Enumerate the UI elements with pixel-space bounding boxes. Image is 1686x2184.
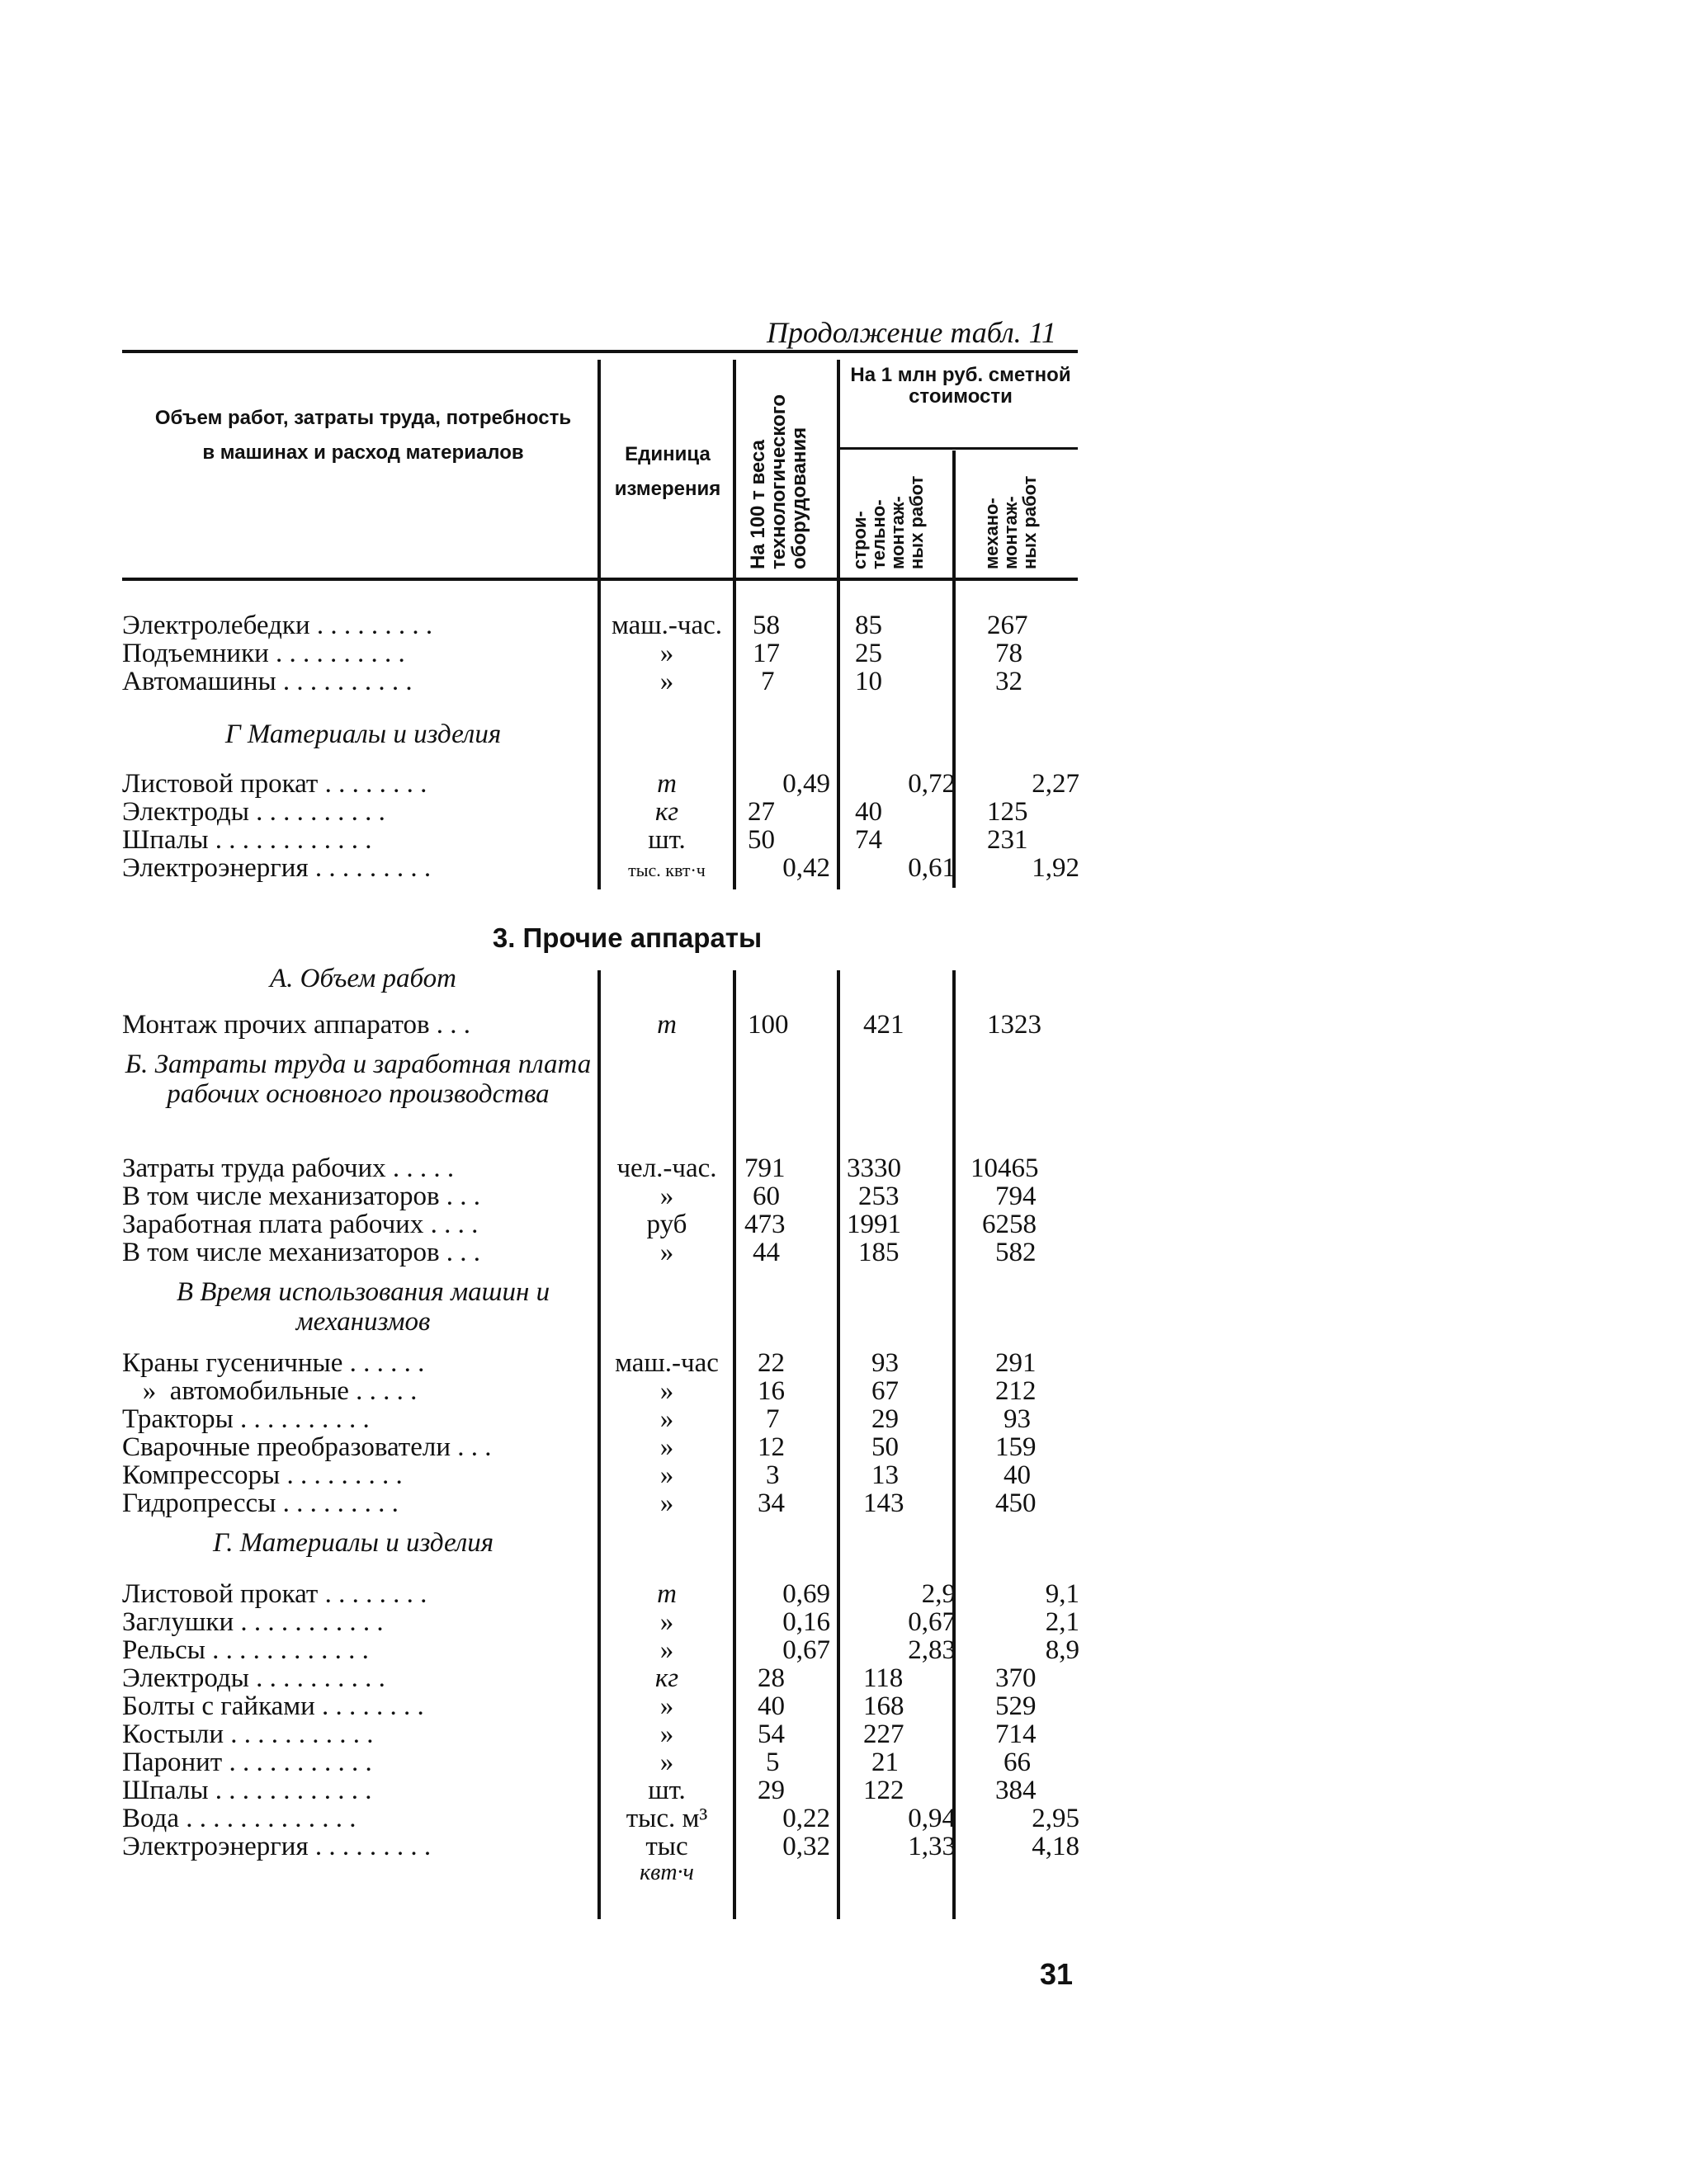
- table-row: [0, 1832, 1686, 1860]
- header-unit: Единица измерения: [614, 443, 721, 500]
- row-unit: тыс. м³: [626, 1804, 708, 1833]
- row-name: Шпалы . . . . . . . . . . . .: [122, 1776, 372, 1805]
- row-value-mech: 1,92: [1032, 853, 1079, 883]
- row-value-build: 29: [871, 1404, 899, 1434]
- row-unit: »: [659, 1404, 674, 1434]
- header-name: Объем работ, затраты труда, потребность в машинах и расход материалов: [154, 407, 572, 464]
- row-value-per100: 473: [744, 1210, 786, 1239]
- row-value-build: 93: [871, 1348, 899, 1378]
- row-value-mech: 2,27: [1032, 769, 1079, 799]
- row-unit: »: [659, 1182, 674, 1211]
- row-unit: т: [657, 769, 677, 799]
- table-row: [0, 797, 1686, 825]
- row-unit: т: [657, 1579, 677, 1609]
- row-value-per100: 58: [753, 611, 780, 640]
- row-value-per100: 27: [748, 797, 775, 827]
- row-value-mech: 125: [987, 797, 1028, 827]
- row-value-per100: 100: [748, 1010, 789, 1040]
- row-value-build: 421: [863, 1010, 904, 1040]
- table-caption: Продолжение табл. 11: [766, 316, 1056, 349]
- table-row: [0, 1719, 1686, 1748]
- row-value-build: 253: [858, 1182, 900, 1211]
- table-row: [0, 1488, 1686, 1517]
- row-value-per100: 0,42: [782, 853, 830, 883]
- row-value-per100: 50: [748, 825, 775, 855]
- row-value-build: 21: [871, 1748, 899, 1777]
- row-name: Электроэнергия . . . . . . . . .: [122, 853, 432, 883]
- row-name: Подъемники . . . . . . . . . .: [122, 639, 405, 668]
- row-value-mech: 2,1: [1045, 1607, 1079, 1637]
- header-build: строи- тельно- монтаж- ных работ: [849, 475, 928, 569]
- row-value-build: 0,72: [908, 769, 956, 799]
- row-value-per100: 40: [758, 1691, 785, 1721]
- row-name: В том числе механизаторов . . .: [122, 1238, 481, 1267]
- table-row: [0, 1238, 1686, 1266]
- row-value-per100: 28: [758, 1663, 785, 1693]
- row-value-mech: 93: [1004, 1404, 1031, 1434]
- row-value-mech: 1323: [987, 1010, 1041, 1040]
- row-name: Электроды . . . . . . . . . .: [122, 1663, 385, 1693]
- row-name: Листовой прокат . . . . . . . .: [122, 769, 427, 799]
- section-heading: В Время использования машин и механизмов: [176, 1277, 550, 1337]
- row-unit: »: [659, 1635, 674, 1665]
- row-unit: »: [659, 1376, 674, 1406]
- row-value-mech: 10465: [971, 1153, 1039, 1183]
- row-unit: »: [659, 1607, 674, 1637]
- row-value-mech: 384: [995, 1776, 1037, 1805]
- row-value-per100: 16: [758, 1376, 785, 1406]
- table-row: [0, 1635, 1686, 1663]
- row-value-per100: 34: [758, 1488, 785, 1518]
- row-unit: чел.-час.: [616, 1153, 717, 1183]
- table-row: [0, 611, 1686, 639]
- row-value-mech: 2,95: [1032, 1804, 1079, 1833]
- row-name: Костыли . . . . . . . . . . .: [122, 1719, 374, 1749]
- row-value-per100: 44: [753, 1238, 780, 1267]
- table-row: [0, 1579, 1686, 1607]
- row-value-mech: 529: [995, 1691, 1037, 1721]
- row-unit: »: [659, 667, 674, 696]
- row-unit: »: [659, 1488, 674, 1518]
- table-row: [0, 769, 1686, 797]
- row-name: В том числе механизаторов . . .: [122, 1182, 481, 1211]
- row-unit: руб: [646, 1210, 687, 1239]
- row-unit: кг: [654, 1663, 679, 1693]
- row-unit: маш.-час.: [611, 611, 723, 640]
- section-heading: Г Материалы и изделия: [224, 719, 502, 749]
- row-value-per100: 0,22: [782, 1804, 830, 1833]
- table-row: [0, 1748, 1686, 1776]
- page-number: 31: [1039, 1957, 1073, 1991]
- row-unit: тыс: [645, 1832, 688, 1861]
- row-value-build: 168: [863, 1691, 904, 1721]
- row-value-per100: 0,16: [782, 1607, 830, 1637]
- row-value-per100: 0,32: [782, 1832, 830, 1861]
- row-unit: »: [659, 1238, 674, 1267]
- row-value-build: 118: [863, 1663, 904, 1693]
- row-unit: тыс. квт·ч: [628, 860, 706, 880]
- table-row: [0, 1376, 1686, 1404]
- row-value-build: 74: [855, 825, 882, 855]
- row-value-per100: 60: [753, 1182, 780, 1211]
- row-value-build: 185: [858, 1238, 900, 1267]
- row-value-mech: 40: [1004, 1460, 1031, 1490]
- row-value-per100: 791: [744, 1153, 786, 1183]
- row-value-per100: 0,69: [782, 1579, 830, 1609]
- row-value-mech: 32: [995, 667, 1022, 696]
- row-name: Электроэнергия . . . . . . . . .: [122, 1832, 432, 1861]
- row-value-mech: 78: [995, 639, 1022, 668]
- table-row: [0, 1404, 1686, 1432]
- row-value-per100: 29: [758, 1776, 785, 1805]
- row-value-mech: 231: [987, 825, 1028, 855]
- row-name: Вода . . . . . . . . . . . . .: [122, 1804, 357, 1833]
- table-row: [0, 825, 1686, 853]
- row-name: Паронит . . . . . . . . . . .: [122, 1748, 372, 1777]
- section-heading: А. Объем работ: [269, 964, 457, 993]
- row-unit: »: [659, 639, 674, 668]
- row-value-mech: 66: [1004, 1748, 1031, 1777]
- row-name: Рельсы . . . . . . . . . . . .: [122, 1635, 369, 1665]
- row-name: Монтаж прочих аппаратов . . .: [122, 1010, 471, 1040]
- row-unit: кг: [654, 797, 679, 827]
- table-row: [0, 1860, 1686, 1888]
- row-value-mech: 4,18: [1032, 1832, 1079, 1861]
- row-name: » автомобильные . . . . .: [122, 1376, 418, 1406]
- row-value-build: 25: [855, 639, 882, 668]
- table-row: [0, 1010, 1686, 1038]
- row-value-mech: 450: [995, 1488, 1037, 1518]
- row-value-build: 122: [863, 1776, 904, 1805]
- table-row: [0, 667, 1686, 695]
- row-name: Заработная плата рабочих . . . .: [122, 1210, 479, 1239]
- header-group: На 1 млн руб. сметной стоимости: [850, 364, 1071, 408]
- table-top-rule: [122, 350, 1078, 353]
- table-row: [0, 1663, 1686, 1691]
- row-value-per100: 17: [753, 639, 780, 668]
- table-row: [0, 1607, 1686, 1635]
- section-heading: Г. Материалы и изделия: [212, 1528, 494, 1558]
- header-mech: механо- монтаж- ных работ: [981, 475, 1041, 569]
- row-unit: шт.: [648, 825, 686, 855]
- table-row: [0, 639, 1686, 667]
- table-row: [0, 853, 1686, 881]
- row-unit-continued: квт·ч: [640, 1860, 694, 1885]
- row-value-build: 0,61: [908, 853, 956, 883]
- part3-title: 3. Прочие аппараты: [492, 922, 763, 953]
- row-value-per100: 12: [758, 1432, 785, 1462]
- table-row: [0, 1210, 1686, 1238]
- row-name: Сварочные преобразователи . . .: [122, 1432, 492, 1462]
- row-value-build: 0,67: [908, 1607, 956, 1637]
- row-name: Электролебедки . . . . . . . . .: [122, 611, 433, 640]
- table-row: [0, 1348, 1686, 1376]
- row-value-build: 1991: [847, 1210, 901, 1239]
- row-value-build: 85: [855, 611, 882, 640]
- row-value-build: 2,83: [908, 1635, 956, 1665]
- header-per100: На 100 т веса технологического оборудования: [747, 394, 811, 569]
- row-unit: »: [659, 1691, 674, 1721]
- row-value-mech: 267: [987, 611, 1028, 640]
- row-value-mech: 582: [995, 1238, 1037, 1267]
- row-value-mech: 159: [995, 1432, 1037, 1462]
- row-value-per100: 5: [766, 1748, 780, 1777]
- section-heading: Б. Затраты труда и заработная плата рабочих основного производства: [125, 1050, 592, 1110]
- row-value-mech: 212: [995, 1376, 1037, 1406]
- row-value-build: 10: [855, 667, 882, 696]
- row-value-mech: 714: [995, 1719, 1037, 1749]
- row-value-build: 227: [863, 1719, 904, 1749]
- row-value-per100: 22: [758, 1348, 785, 1378]
- row-unit: »: [659, 1748, 674, 1777]
- table-row: [0, 1182, 1686, 1210]
- row-name: Шпалы . . . . . . . . . . . .: [122, 825, 372, 855]
- row-value-build: 67: [871, 1376, 899, 1406]
- row-unit: т: [657, 1010, 677, 1040]
- row-value-mech: 291: [995, 1348, 1037, 1378]
- row-name: Компрессоры . . . . . . . . .: [122, 1460, 403, 1490]
- row-value-build: 40: [855, 797, 882, 827]
- row-value-per100: 7: [761, 667, 775, 696]
- row-value-mech: 9,1: [1045, 1579, 1079, 1609]
- row-name: Заглушки . . . . . . . . . . .: [122, 1607, 384, 1637]
- row-name: Автомашины . . . . . . . . . .: [122, 667, 413, 696]
- row-value-build: 3330: [847, 1153, 901, 1183]
- row-value-build: 0,94: [908, 1804, 956, 1833]
- row-value-per100: 0,67: [782, 1635, 830, 1665]
- row-name: Болты с гайками . . . . . . . .: [122, 1691, 424, 1721]
- table-row: [0, 1432, 1686, 1460]
- row-value-build: 13: [871, 1460, 899, 1490]
- row-value-per100: 7: [766, 1404, 780, 1434]
- row-name: Тракторы . . . . . . . . . .: [122, 1404, 370, 1434]
- row-unit: »: [659, 1460, 674, 1490]
- row-value-mech: 794: [995, 1182, 1037, 1211]
- table-row: [0, 1804, 1686, 1832]
- row-value-per100: 3: [766, 1460, 780, 1490]
- row-value-build: 2,9: [921, 1579, 956, 1609]
- row-value-per100: 0,49: [782, 769, 830, 799]
- row-value-per100: 54: [758, 1719, 785, 1749]
- table-row: [0, 1153, 1686, 1182]
- row-name: Электроды . . . . . . . . . .: [122, 797, 385, 827]
- row-name: Затраты труда рабочих . . . . .: [122, 1153, 455, 1183]
- row-value-build: 143: [863, 1488, 904, 1518]
- table-row: [0, 1460, 1686, 1488]
- row-name: Листовой прокат . . . . . . . .: [122, 1579, 427, 1609]
- table-row: [0, 1691, 1686, 1719]
- table-row: [0, 1776, 1686, 1804]
- row-value-mech: 8,9: [1045, 1635, 1079, 1665]
- row-value-mech: 6258: [982, 1210, 1037, 1239]
- row-unit: шт.: [648, 1776, 686, 1805]
- row-value-mech: 370: [995, 1663, 1037, 1693]
- row-name: Краны гусеничные . . . . . .: [122, 1348, 425, 1378]
- row-name: Гидропрессы . . . . . . . . .: [122, 1488, 399, 1518]
- row-unit: »: [659, 1432, 674, 1462]
- row-value-build: 50: [871, 1432, 899, 1462]
- row-unit: маш.-час: [615, 1348, 719, 1378]
- row-value-build: 1,33: [908, 1832, 956, 1861]
- row-unit: »: [659, 1719, 674, 1749]
